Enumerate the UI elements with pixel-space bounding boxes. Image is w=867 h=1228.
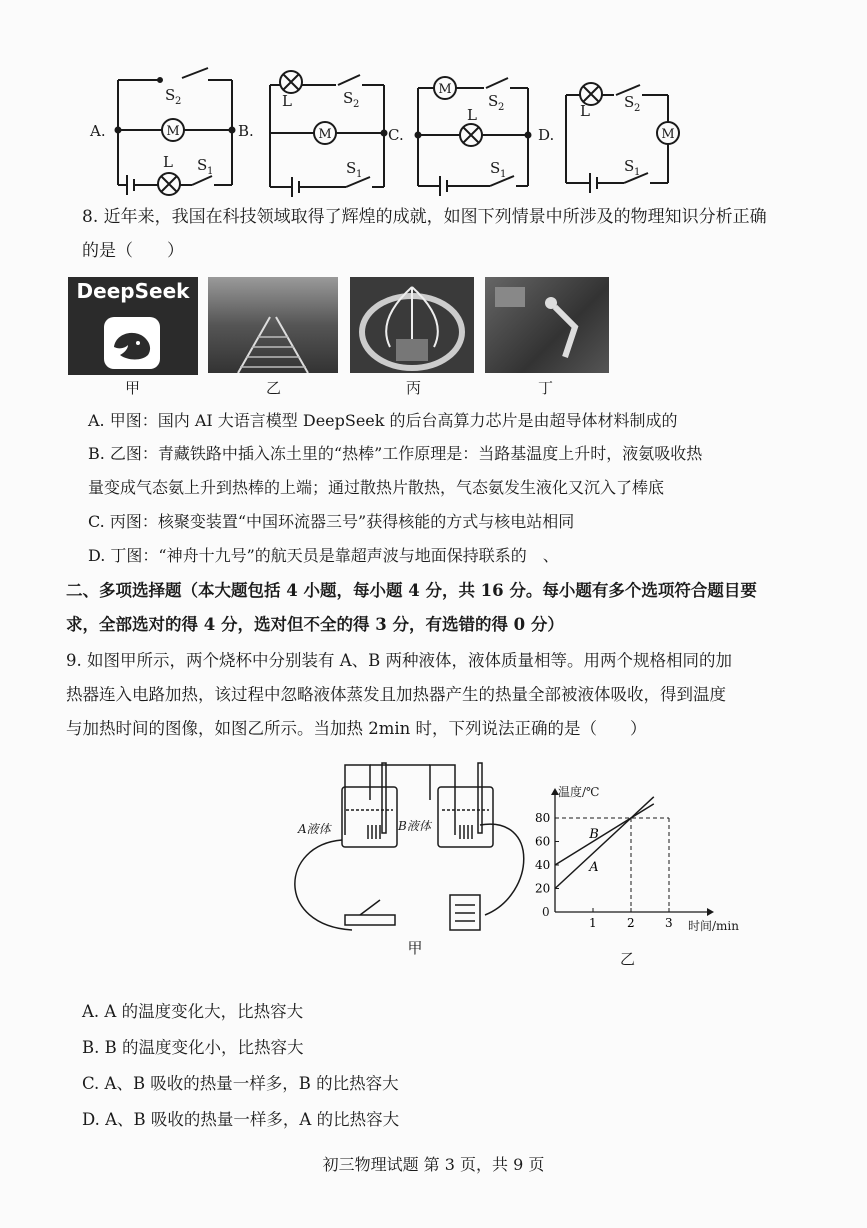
beaker-a-label: A液体 [298,822,331,836]
origin-label: 0 [542,905,550,919]
option-letter-c: C. [388,126,404,144]
series-line-a [555,797,654,889]
caption-jia: 甲 [125,379,141,397]
switch1-label: S [624,157,635,175]
q8-option-b-line2: 量变成气态氨上升到热棒的上端；通过散热片散热，气态氨发生液化又沉入了棒底 [88,478,665,497]
motor-label-c: M [438,82,452,97]
photo-deepseek [68,277,198,375]
section2-heading-line2: 求，全部选对的得 4 分，选对但不全的得 3 分，有选错的得 0 分） [66,615,564,634]
q8-option-a: A. 甲图：国内 AI 大语言模型 DeepSeek 的后台高算力芯片是由超导体材料制成的 [88,411,678,430]
photo-railway [208,277,338,373]
whale-icon [104,317,160,369]
q9-stem-line3: 与加热时间的图像，如图乙所示。当加热 2min 时，下列说法正确的是（ ） [66,719,647,738]
apparatus-caption: 甲 [407,939,423,955]
y-tick-label: 20 [535,881,551,896]
svg-text:2: 2 [634,103,641,114]
switch1-label: S [346,159,357,177]
q9-stem-line2: 热器连入电路加热，该过程中忽略液体蒸发且加热器产生的热量全部被液体吸收，得到温度 [66,685,726,704]
q9-option-d: D. A、B 吸收的热量一样多，A 的比热容大 [82,1110,400,1129]
y-axis-label: 温度/℃ [558,785,600,799]
switch1-label: S [490,159,501,177]
y-tick-label: 40 [535,858,551,872]
svg-text:2: 2 [353,99,360,110]
y-tick-label: 80 [535,811,551,825]
lamp-label: L [467,106,477,124]
lamp-label: L [282,92,292,110]
q8-stem-line1: 8. 近年来，我国在科技领域取得了辉煌的成就，如图下列情景中所涉及的物理知识分析正确 [82,207,767,227]
x-axis-label: 时间/min [688,919,739,933]
page-footer: 初三物理试题 第 3 页，共 9 页 [322,1155,545,1174]
svg-text:1: 1 [207,166,214,177]
x-tick-label: 3 [665,916,673,930]
switch1-label: S [197,156,208,174]
photo-astronauts [485,277,609,373]
x-tick-label: 1 [589,916,597,930]
series-label-b: B [589,826,599,842]
heating-apparatus-diagram [280,755,530,955]
switch2-label: S [624,93,635,111]
lamp-label: L [580,102,590,120]
lamp-label: L [163,153,173,171]
switch2-label: S [343,89,354,107]
q8-option-b-line1: B. 乙图：青藏铁路中插入冻土里的“热棒”工作原理是：当路基温度上升时，液氨吸收热 [88,444,703,463]
caption-ding: 丁 [538,379,554,397]
photo-tokamak [350,277,474,373]
circuit-diagrams [0,0,867,200]
temperature-time-chart [530,780,750,970]
motor-label-a: M [166,124,180,139]
series-label-a: A [589,859,599,875]
deepseek-logo-text: DeepSeek [76,279,190,303]
option-letter-d: D. [538,126,555,144]
svg-text:1: 1 [356,169,363,180]
motor-label-d: M [661,127,675,142]
graph-caption: 乙 [620,950,636,968]
q9-option-b: B. B 的温度变化小，比热容大 [82,1038,304,1057]
q8-stem-line2: 的是（ ） [82,241,184,261]
motor-label-b: M [318,127,332,142]
y-tick-label: 60 [535,834,551,849]
option-letter-b: B. [238,122,254,140]
svg-text:2: 2 [175,96,182,107]
series-line-b [555,804,654,865]
q9-stem-line1: 9. 如图甲所示，两个烧杯中分别装有 A、B 两种液体，液体质量相等。用两个规格相同的加 [66,651,733,670]
beaker-b-label: B液体 [398,819,431,833]
x-axis-arrow [707,908,714,916]
q9-option-c: C. A、B 吸收的热量一样多，B 的比热容大 [82,1074,399,1093]
option-letter-a: A. [90,122,106,140]
q8-option-c: C. 丙图：核聚变装置“中国环流器三号”获得核能的方式与核电站相同 [88,512,575,531]
switch2-label: S [165,86,176,104]
q9-option-a: A. A 的温度变化大，比热容大 [82,1002,304,1021]
svg-text:1: 1 [634,167,641,178]
svg-text:2: 2 [498,102,505,113]
section2-heading-line1: 二、多项选择题（本大题包括 4 小题，每小题 4 分，共 16 分。每小题有多个选项符合题目要 [66,581,757,600]
q8-option-d: D. 丁图：“神舟十九号”的航天员是靠超声波与地面保持联系的 、 [88,546,559,565]
caption-yi: 乙 [266,379,282,397]
circuit-c [416,77,531,196]
switch2-label: S [488,92,499,110]
x-tick-label: 2 [627,916,635,930]
caption-bing: 丙 [406,379,422,397]
svg-text:1: 1 [500,169,507,180]
